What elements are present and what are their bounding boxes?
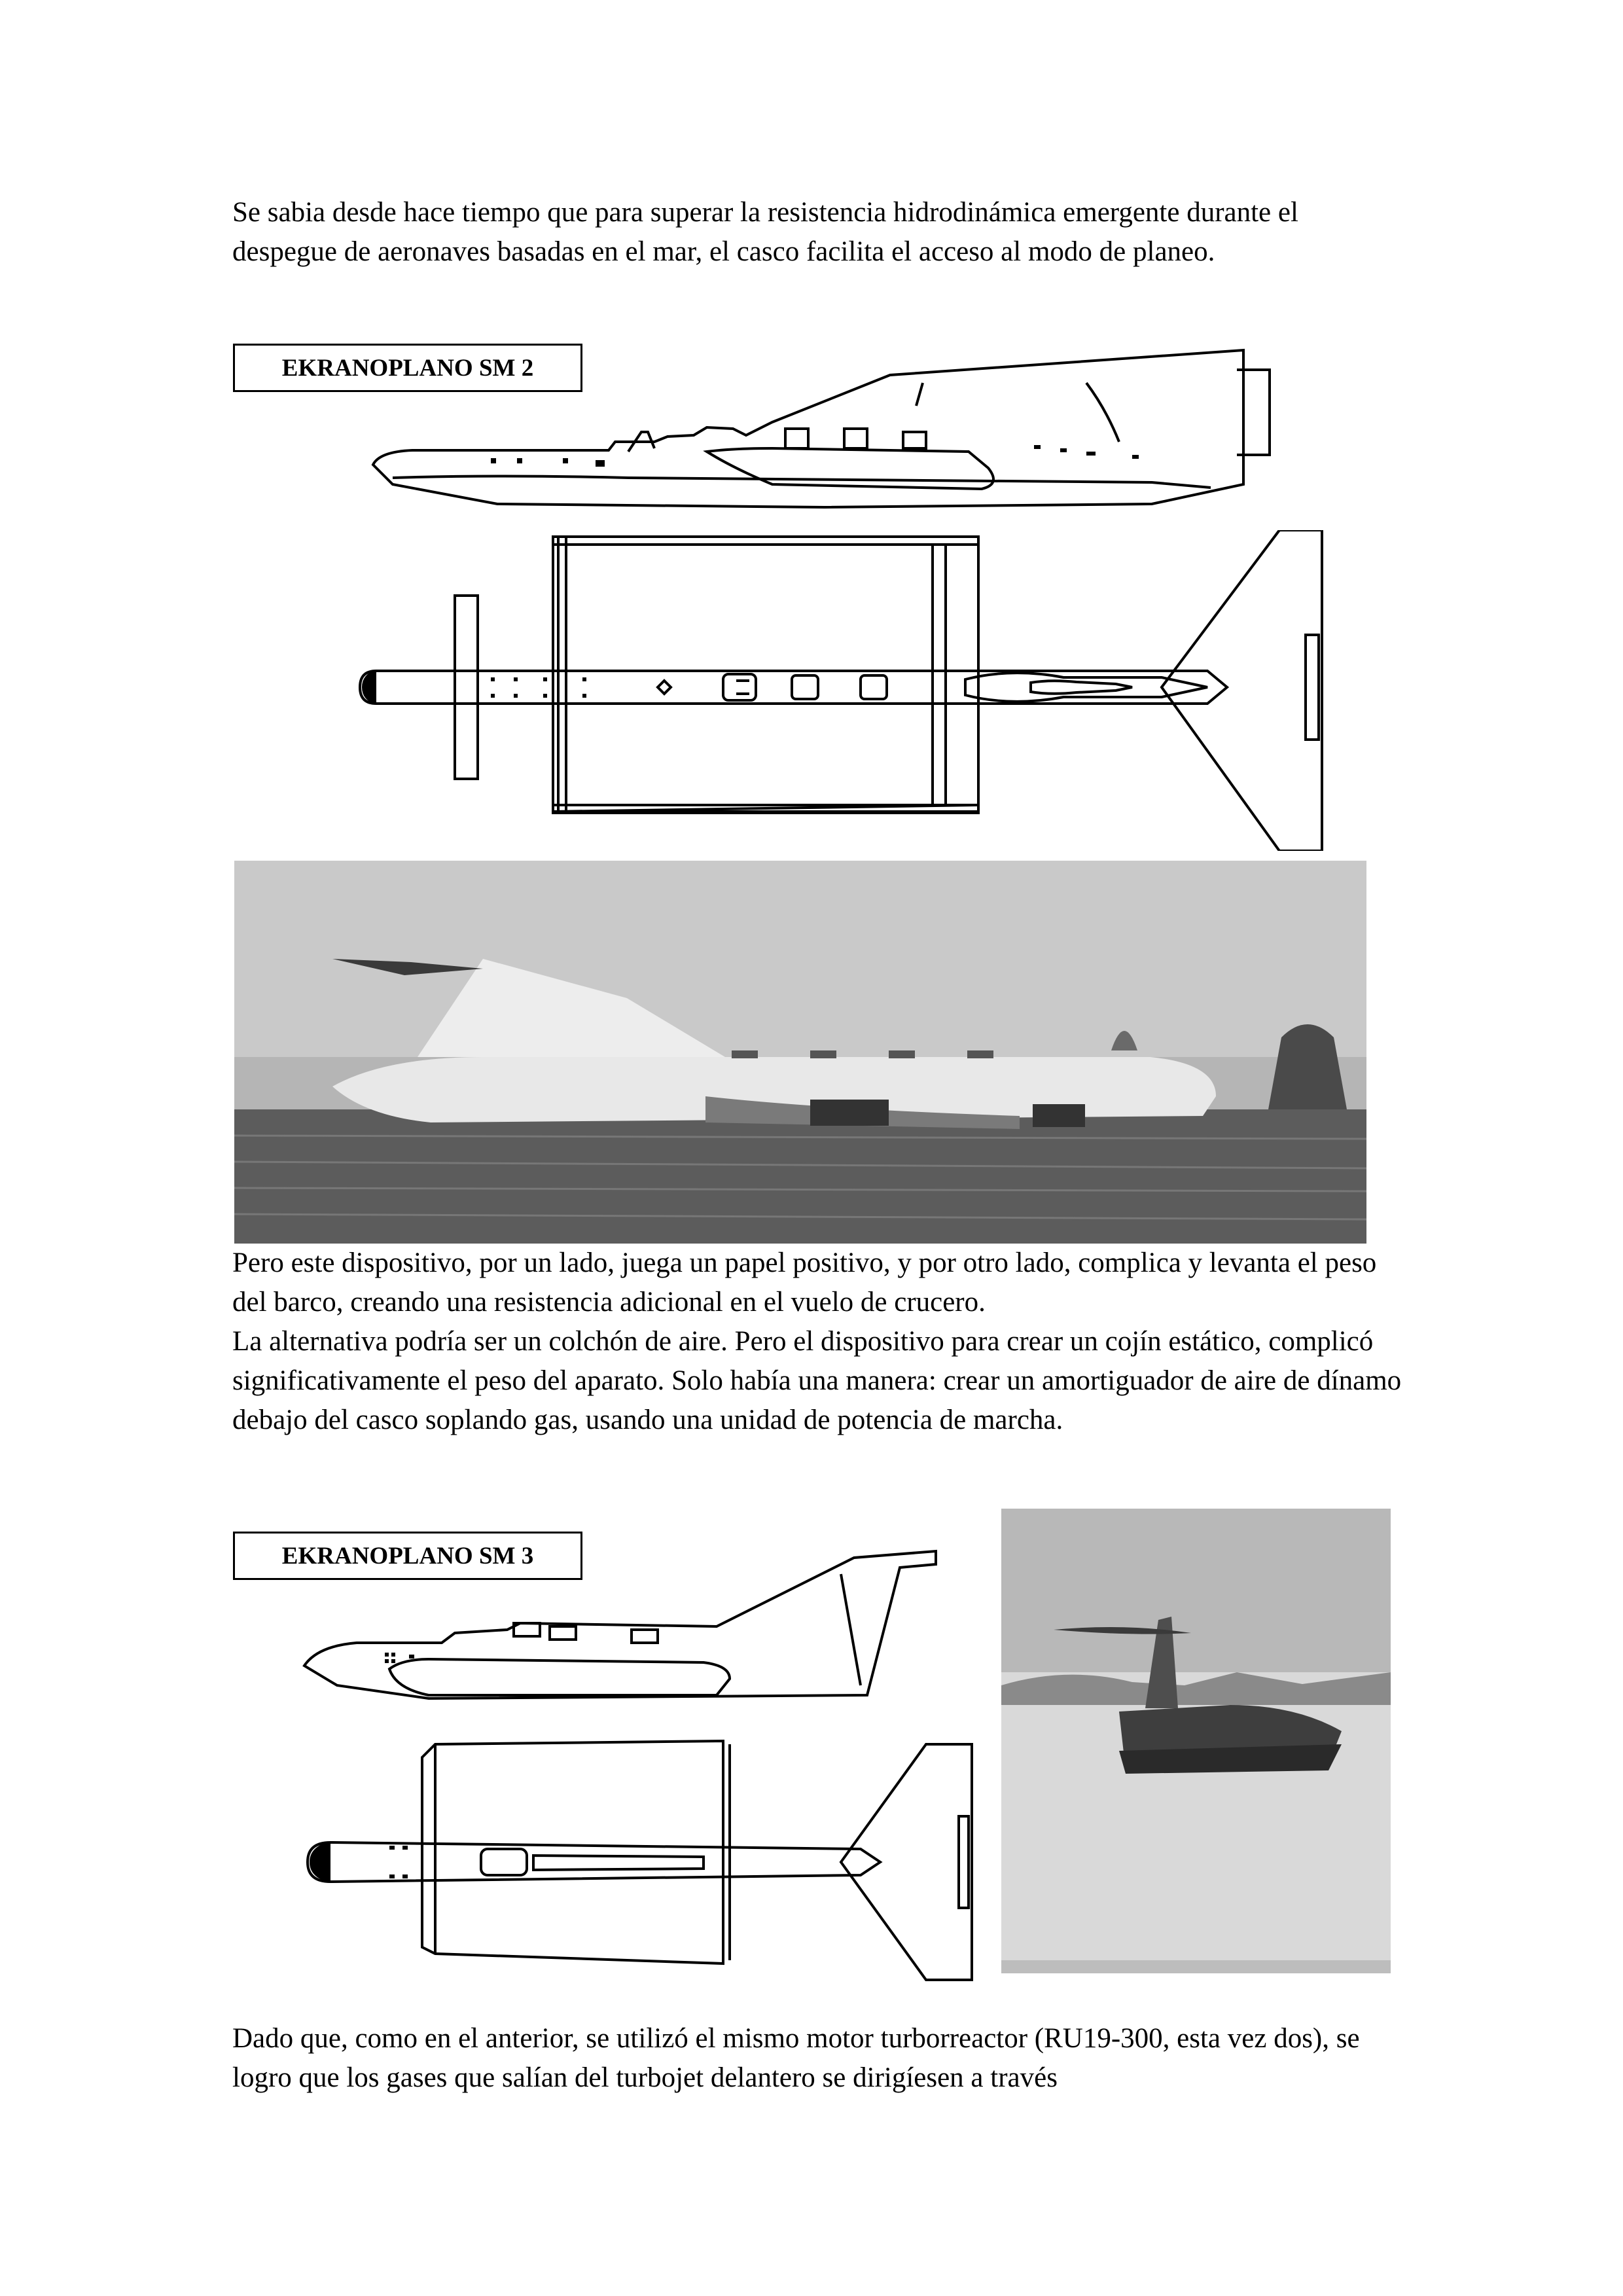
sm2-top-view-drawing [357,530,1338,851]
paragraph-intro: Se sabia desde hace tiempo que para superar la resistencia hidrodinámica emergente durante el despegue de aeronaves basadas en el mar, el casco facilita el acceso al modo de planeo. [232,197,1298,267]
paragraph-air-cushion [232,1244,1404,1440]
sm3-side-view-drawing [298,1538,985,1708]
paragraph-turbojet: Dado que, como en el anterior, se utilizó el mismo motor turborreactor (RU19-300, esta vez dos), se logro que los gases que salían del turbojet delantero se dirigíesen a través [232,2023,1360,2093]
sm3-photo [1001,1509,1391,1973]
figure-label-sm3: EKRANOPLANO SM 3 [233,1532,582,1580]
figure-label-sm2: EKRANOPLANO SM 2 [233,344,582,392]
sm3-top-view-drawing [298,1738,985,1986]
sm2-photo [234,861,1366,1244]
paragraph-air-cushion-line2: La alternativa podría ser un colchón de aire. Pero el dispositivo para crear un cojín estático, complicó significativamente el peso del aparato. Solo había una manera: crear un amortiguador de aire de dínamo debajo del casco soplando gas, usando una unidad de potencia de marcha. [232,1326,1402,1435]
sm2-side-view-drawing [366,344,1348,514]
paragraph-air-cushion-line1: Pero este dispositivo, por un lado, juega un papel positivo, y por otro lado, complica y levanta el peso del barco, creando una resistencia adicional en el vuelo de crucero. [232,1247,1377,1318]
